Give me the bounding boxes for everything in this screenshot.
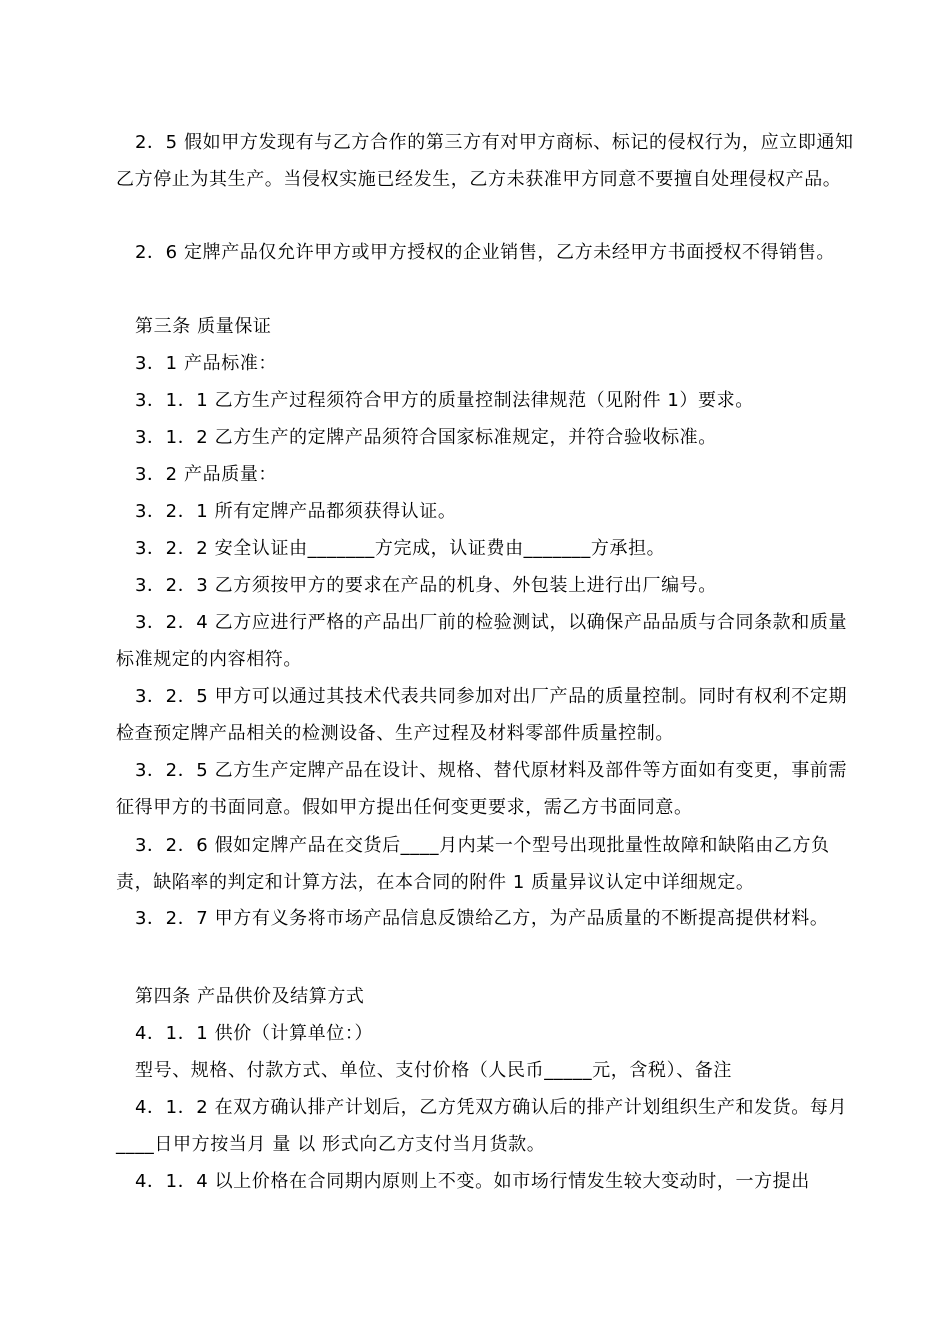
clause-3-1-2: 3．1．2 乙方生产的定牌产品须符合国家标准规定，并符合验收标准。 xyxy=(135,427,717,448)
clause-2-5: 2．5 假如甲方发现有与乙方合作的第三方有对甲方商标、标记的侵权行为，应立即通知乙方停止为其生产。当侵权实施已经发生，乙方未获准甲方同意不要擅自处理侵权产品。 xyxy=(116,132,854,190)
clause-3-1: 3．1 产品标准： xyxy=(135,353,278,374)
clause-4-1-2: 4．1．2 在双方确认排产计划后，乙方凭双方确认后的排产计划组织生产和发货。每月____日甲方按当月 量 以 形式向乙方支付当月货款。 xyxy=(116,1097,848,1155)
clause-2-6: 2．6 定牌产品仅允许甲方或甲方授权的企业销售，乙方未经甲方书面授权不得销售。 xyxy=(135,242,836,263)
clause-3-2-2: 3．2．2 安全认证由_______方完成，认证费由_______方承担。 xyxy=(135,538,666,559)
clause-3-2-6: 3．2．6 假如定牌产品在交货后____月内某一个型号出现批量性故障和缺陷由乙方负责，缺陷率的判定和计算方法，在本合同的附件 1 质量异议认定中详细规定。 xyxy=(116,835,830,893)
clause-4-1-4: 4．1．4 以上价格在合同期内原则上不变。如市场行情发生较大变动时，一方提出 xyxy=(135,1171,810,1192)
clause-4-1-1: 4．1．1 供价（计算单位：） xyxy=(135,1023,374,1044)
clause-3-2-1: 3．2．1 所有定牌产品都须获得认证。 xyxy=(135,501,457,522)
clause-3-2: 3．2 产品质量： xyxy=(135,464,278,485)
clause-3-2-5-a: 3．2．5 甲方可以通过其技术代表共同参加对出厂产品的质量控制。同时有权利不定期检查预定牌产品相关的检测设备、生产过程及材料零部件质量控制。 xyxy=(116,686,848,744)
price-table-header: 型号、规格、付款方式、单位、支付价格（人民币_____元，含税）、备注 xyxy=(135,1060,732,1081)
article-3-heading: 第三条 质量保证 xyxy=(135,316,272,337)
clause-3-1-1: 3．1．1 乙方生产过程须符合甲方的质量控制法律规范（见附件 1）要求。 xyxy=(135,390,754,411)
clause-3-2-4: 3．2．4 乙方应进行严格的产品出厂前的检验测试，以确保产品品质与合同条款和质量标准规定的内容相符。 xyxy=(116,612,848,670)
clause-3-2-3: 3．2．3 乙方须按甲方的要求在产品的机身、外包装上进行出厂编号。 xyxy=(135,575,717,596)
article-4-heading: 第四条 产品供价及结算方式 xyxy=(135,986,365,1007)
clause-3-2-5-b: 3．2．5 乙方生产定牌产品在设计、规格、替代原材料及部件等方面如有变更，事前需征得甲方的书面同意。假如甲方提出任何变更要求，需乙方书面同意。 xyxy=(116,760,848,818)
clause-3-2-7: 3．2．7 甲方有义务将市场产品信息反馈给乙方，为产品质量的不断提高提供材料。 xyxy=(135,908,829,929)
